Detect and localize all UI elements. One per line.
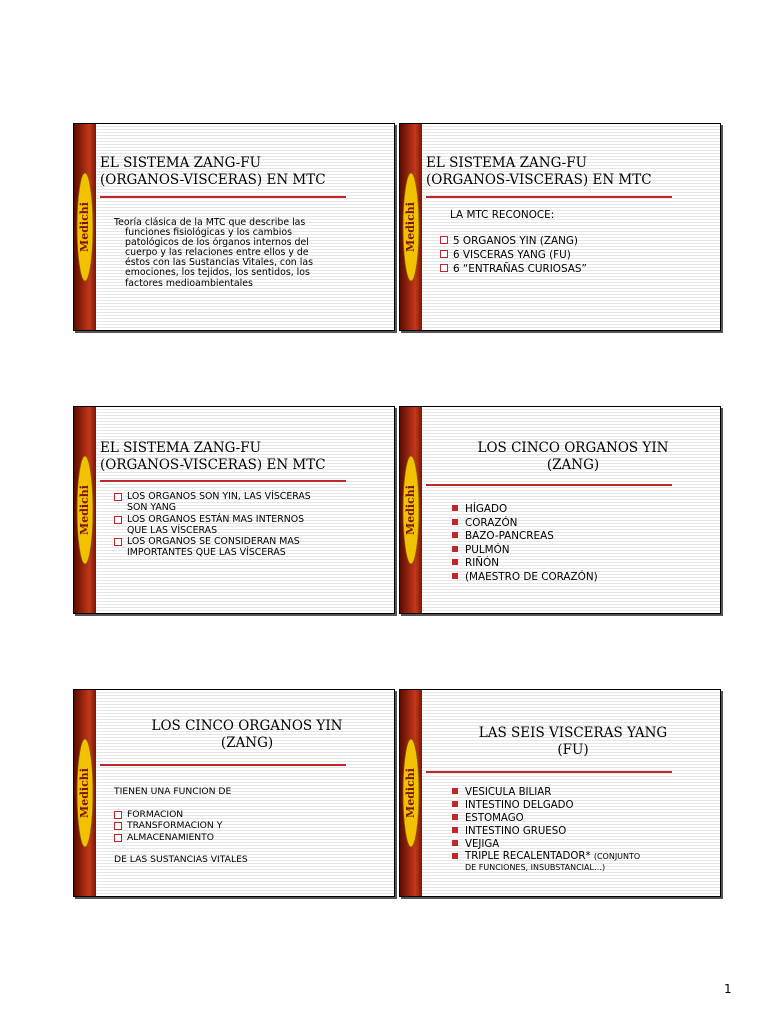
- slide-title: [100, 718, 394, 752]
- svg-text:Medichi: Medichi: [78, 202, 91, 252]
- body-line: factores medioambientales: [125, 277, 253, 289]
- list-item: [114, 514, 394, 537]
- medichi-logo: [402, 737, 420, 849]
- list-item: RIÑÓN: [452, 557, 721, 571]
- bullet-list: [440, 234, 720, 276]
- slide-title-line-1: EL SISTEMA ZANG-FU: [100, 155, 261, 171]
- slide-title-line-1: LOS CINCO ORGANOS YIN: [477, 440, 669, 456]
- body-line: patológicos de los órganos internos del: [125, 237, 309, 249]
- slide-1: [73, 123, 395, 331]
- list-item: HÍGADO: [452, 503, 721, 517]
- list-item-note: (CONJUNTO: [593, 852, 641, 861]
- slide-title-line-1: LAS SEIS VISCERAS YANG: [478, 725, 668, 741]
- slide-side-band: [400, 690, 422, 896]
- slide-title: [426, 155, 720, 189]
- list-item-text: TRIPLE RECALENTADOR*: [465, 851, 591, 862]
- medichi-logo: [76, 171, 94, 283]
- list-item: [114, 491, 394, 514]
- slide-title-line-2: (ZANG): [546, 457, 600, 473]
- svg-text:Medichi: Medichi: [78, 485, 91, 535]
- bullet-list: [452, 786, 721, 873]
- list-item-note: DE FUNCIONES, INSUBSTANCIAL…): [465, 863, 606, 872]
- medichi-logo: [402, 454, 420, 566]
- list-item: [114, 536, 394, 559]
- list-item: (MAESTRO DE CORAZÓN): [452, 571, 721, 585]
- list-item: ALMACENAMIENTO: [114, 832, 394, 844]
- slide-side-band: [400, 124, 422, 330]
- title-divider: [100, 480, 346, 482]
- slide-title-line-2: (ORGANOS-VISCERAS) EN MTC: [100, 457, 326, 473]
- title-divider: [426, 771, 672, 773]
- intro-text: TIENEN UNA FUNCION DE: [114, 786, 232, 797]
- slide-body: [114, 218, 394, 289]
- list-item: VEJIGA: [452, 838, 721, 851]
- list-item-line: SON YANG: [127, 502, 177, 514]
- title-divider: [100, 764, 346, 766]
- list-item: ESTOMAGO: [452, 812, 721, 825]
- list-item: INTESTINO GRUESO: [452, 825, 721, 838]
- title-divider: [426, 484, 672, 486]
- list-item-line: LOS ORGANOS SON YIN, LAS VÍSCERAS: [127, 491, 311, 502]
- slide-title-line-1: LOS CINCO ORGANOS YIN: [151, 718, 343, 734]
- svg-text:Medichi: Medichi: [404, 768, 417, 818]
- body-line: éstos con las Sustancias Vitales, con las: [125, 257, 313, 269]
- list-item: INTESTINO DELGADO: [452, 799, 721, 812]
- slide-title-line-2: (ORGANOS-VISCERAS) EN MTC: [426, 172, 652, 188]
- body-line: funciones fisiológicas y los cambios: [125, 227, 292, 239]
- slide-title-line-1: EL SISTEMA ZANG-FU: [100, 440, 261, 456]
- medichi-logo: [402, 171, 420, 283]
- slide-side-band: [74, 124, 96, 330]
- svg-text:Medichi: Medichi: [404, 202, 417, 252]
- list-item: FORMACION: [114, 809, 394, 821]
- slide-body: [452, 786, 721, 873]
- list-item: [452, 851, 721, 873]
- slide-3: [73, 406, 395, 614]
- slide-title-line-2: (ORGANOS-VISCERAS) EN MTC: [100, 172, 326, 188]
- slide-title: [426, 725, 720, 759]
- title-divider: [100, 196, 346, 198]
- medichi-logo: [76, 454, 94, 566]
- slide-title: [100, 155, 394, 189]
- list-item-line: IMPORTANTES QUE LAS VÍSCERAS: [127, 547, 286, 559]
- list-item: 6 “ENTRAÑAS CURIOSAS”: [440, 262, 720, 276]
- bullet-list: [452, 503, 721, 584]
- list-item-line: QUE LAS VÍSCERAS: [127, 524, 218, 536]
- slide-side-band: [74, 690, 96, 896]
- intro-text: LA MTC RECONOCE:: [450, 209, 555, 221]
- slide-body: [114, 491, 394, 559]
- slide-title: [100, 440, 394, 474]
- slide-6: [399, 689, 721, 897]
- slide-title-line-1: EL SISTEMA ZANG-FU: [426, 155, 587, 171]
- list-item: CORAZÓN: [452, 517, 721, 531]
- body-line: cuerpo y las relaciones entre ellos y de: [125, 247, 309, 259]
- slide-side-band: [400, 407, 422, 613]
- list-item: 6 VISCERAS YANG (FU): [440, 248, 720, 262]
- list-item-line: [465, 851, 721, 862]
- list-item: 5 ORGANOS YIN (ZANG): [440, 234, 720, 248]
- slide-body: [452, 503, 721, 584]
- slide-5: [73, 689, 395, 897]
- svg-text:Medichi: Medichi: [404, 485, 417, 535]
- outro-text: DE LAS SUSTANCIAS VITALES: [114, 854, 248, 866]
- slide-title-line-2: (FU): [557, 742, 589, 758]
- body-line: Teoría clásica de la MTC que describe las: [114, 217, 306, 228]
- page-number: 1: [724, 982, 732, 996]
- list-item-line: LOS ORGANOS SE CONSIDERAN MAS: [127, 536, 300, 548]
- title-divider: [426, 196, 672, 198]
- list-item: TRANSFORMACION Y: [114, 820, 394, 832]
- body-line: emociones, los tejidos, los sentidos, los: [125, 267, 310, 279]
- slide-title-line-2: (ZANG): [220, 735, 274, 751]
- medichi-logo: [76, 737, 94, 849]
- slide-title: [426, 440, 720, 474]
- slide-4: [399, 406, 721, 614]
- slide-body: [440, 208, 720, 276]
- slide-2: [399, 123, 721, 331]
- bullet-list: [114, 491, 394, 559]
- slide-body: [114, 786, 394, 866]
- bullet-list: [114, 809, 394, 844]
- slide-side-band: [74, 407, 96, 613]
- list-item-line: LOS ORGANOS ESTÁN MAS INTERNOS: [127, 513, 305, 525]
- list-item: VESICULA BILIAR: [452, 786, 721, 799]
- svg-text:Medichi: Medichi: [78, 768, 91, 818]
- list-item: BAZO-PANCREAS: [452, 530, 721, 544]
- list-item: PULMÓN: [452, 544, 721, 558]
